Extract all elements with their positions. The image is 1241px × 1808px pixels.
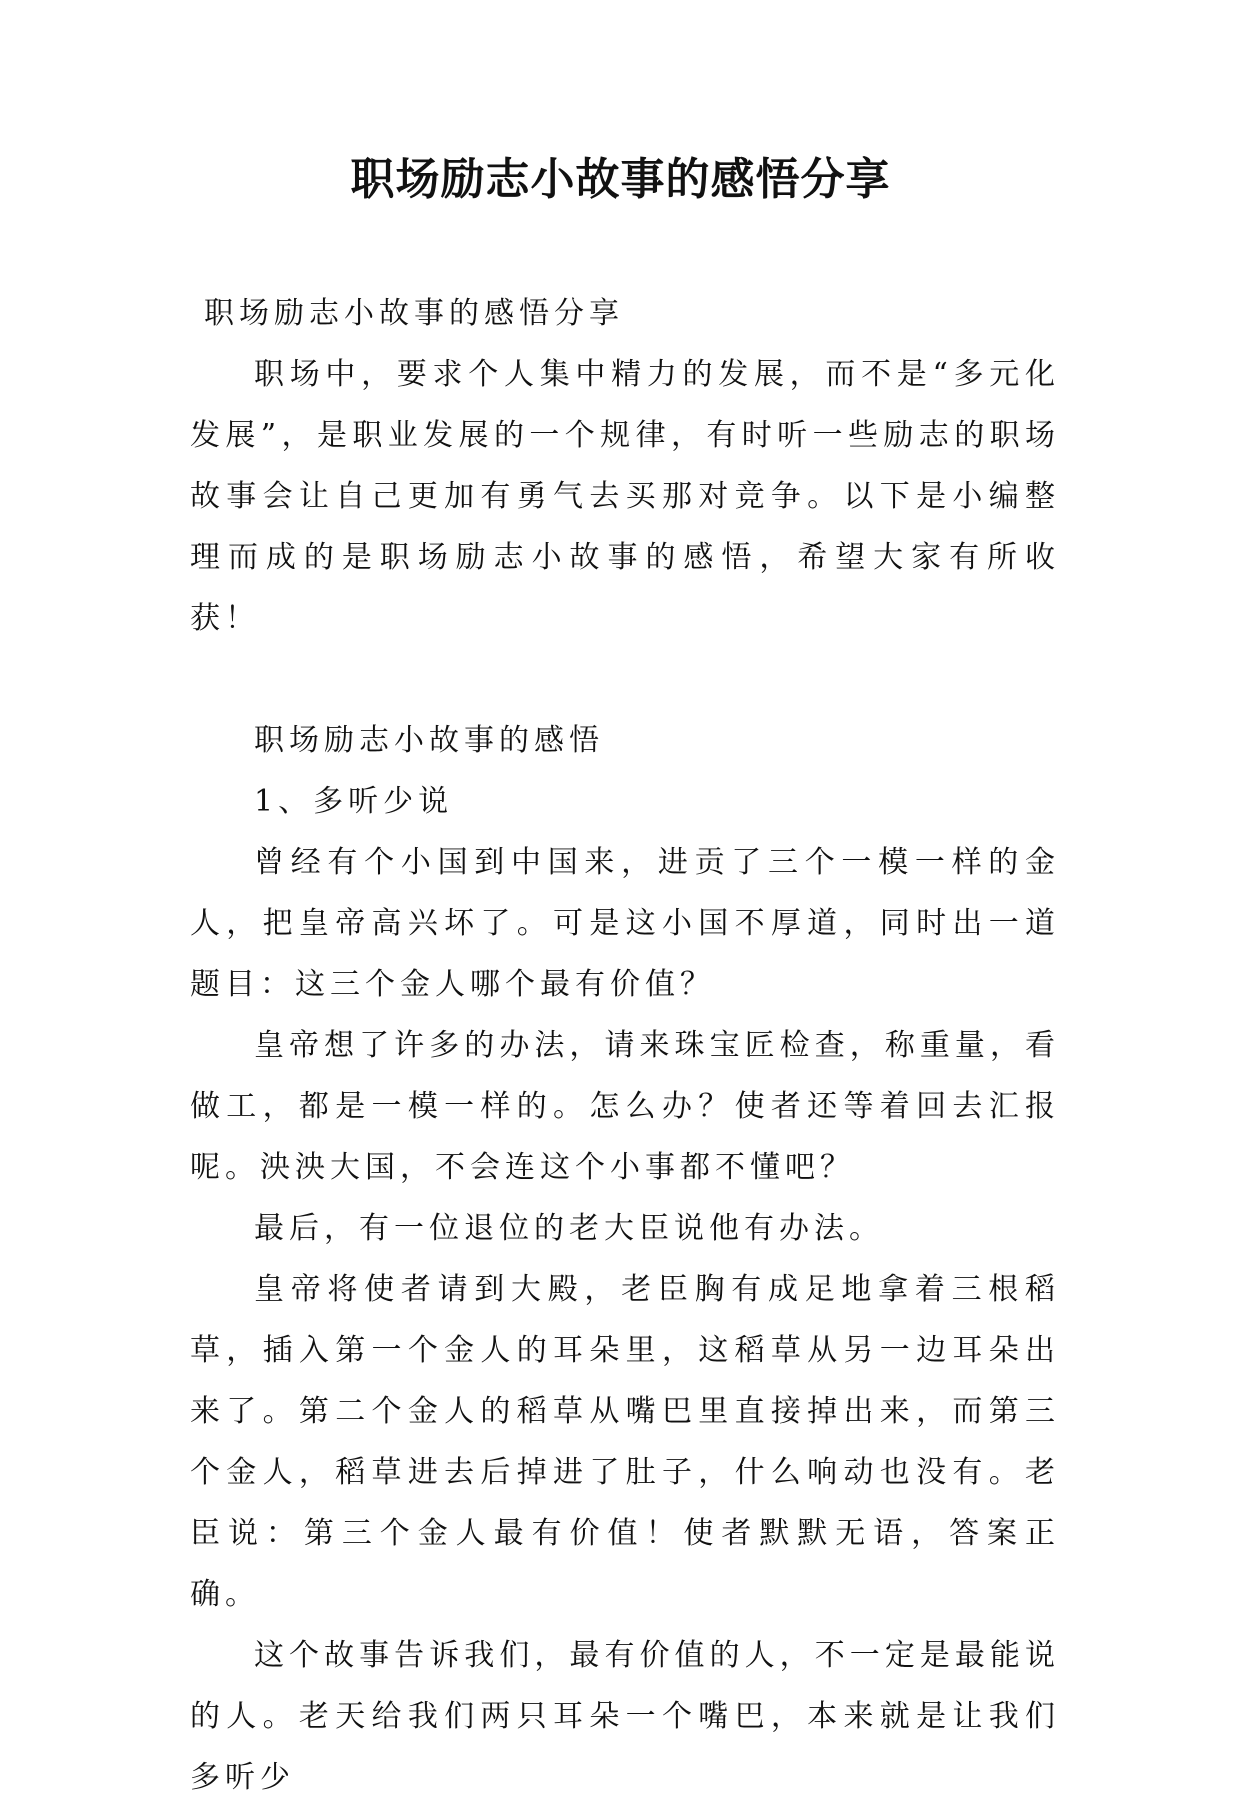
document-subtitle: 职场励志小故事的感悟分享: [204, 296, 624, 331]
story-paragraph: 这个故事告诉我们，最有价值的人，不一定是最能说的人。老天给我们两只耳朵一个嘴巴，本来就是让我们多听少: [190, 1638, 1060, 1795]
intro-paragraph: 职场中，要求个人集中精力的发展，而不是“多元化发展”，是职业发展的一个规律，有时听一些励志的职场故事会让自己更加有勇气去买那对竞争。以下是小编整理而成的是职场励志小故事的感悟，希望大家有所收获！: [190, 357, 1060, 636]
section-heading: 职场励志小故事的感悟: [254, 723, 604, 758]
story-paragraph: 曾经有个小国到中国来，进贡了三个一模一样的金人，把皇帝高兴坏了。可是这小国不厚道，同时出一道题目：这三个金人哪个最有价值？: [190, 845, 1060, 1002]
item-heading: 1、多听少说: [254, 784, 454, 819]
story-paragraph: 皇帝将使者请到大殿，老臣胸有成足地拿着三根稻草，插入第一个金人的耳朵里，这稻草从另一边耳朵出来了。第二个金人的稻草从嘴巴里直接掉出来，而第三个金人，稻草进去后掉进了肚子，什么响动也没有。老臣说：第三个金人最有价值！使者默默无语，答案正确。: [190, 1272, 1060, 1612]
document-body: [190, 283, 1060, 1808]
story-paragraph: 最后，有一位退位的老大臣说他有办法。: [254, 1211, 884, 1246]
document-title: 职场励志小故事的感悟分享: [350, 154, 891, 205]
story-paragraph: 皇帝想了许多的办法，请来珠宝匠检查，称重量，看做工，都是一模一样的。怎么办？使者还等着回去汇报呢。泱泱大国，不会连这个小事都不懂吧？: [190, 1028, 1060, 1185]
